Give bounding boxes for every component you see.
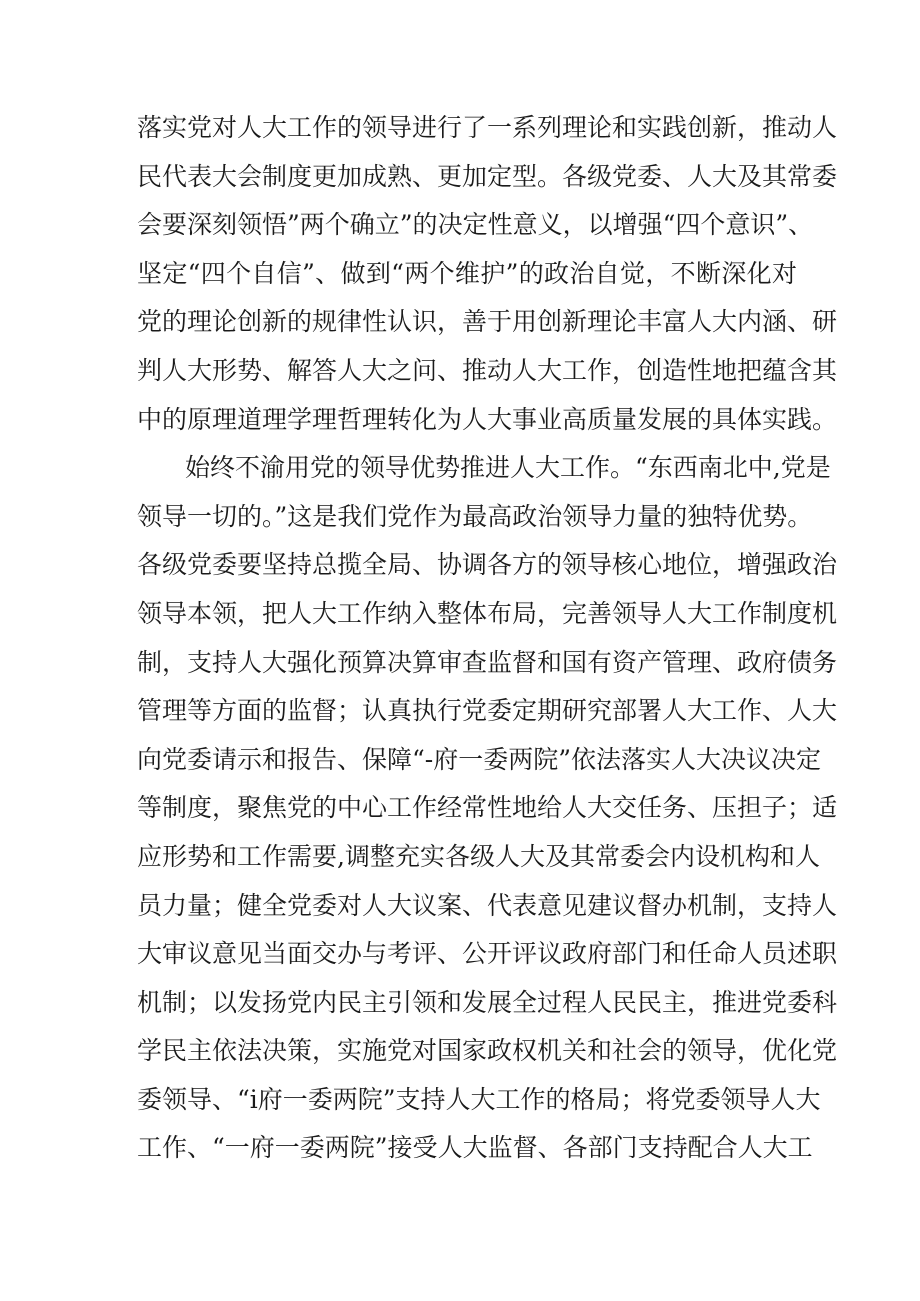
paragraph-line: 会要深刻领悟”两个确立”的决定性意义，以增强“四个意识”、: [137, 210, 814, 240]
paragraph-line: 判人大形势、解答人大之问、推动人大工作，创造性地把蕴含其: [137, 355, 838, 385]
paragraph-line: 各级党委要坚持总揽全局、协调各方的领导核心地位，增强政治: [137, 550, 838, 580]
paragraph-line: 坚定“四个自信”、做到“两个维护”的政治自觉，不断深化对: [137, 258, 797, 288]
paragraph-line: 大审议意见当面交办与考评、公开评议政府部门和任命人员述职: [137, 939, 838, 969]
paragraph-line: 等制度，聚焦党的中心工作经常性地给人大交任务、压担子；适: [137, 793, 838, 823]
paragraph-line: 学民主依法决策，实施党对国家政权机关和社会的领导，优化党: [137, 1036, 838, 1066]
paragraph-line: 领导本领，把人大工作纳入整体布局，完善领导人大工作制度机: [137, 598, 838, 628]
paragraph-first-line: 始终不渝用党的领导优势推进人大工作。“东西南北中,党是: [185, 453, 831, 483]
paragraph-line: 管理等方面的监督；认真执行党委定期研究部署人大工作、人大: [137, 696, 838, 726]
paragraph-line: 制，支持人大强化预算决算审查监督和国有资产管理、政府债务: [137, 647, 838, 677]
paragraph-line: 向党委请示和报告、保障“-府一委两院”依法落实人大决议决定: [137, 744, 822, 774]
paragraph-line: 应形势和工作需要,调整充实各级人大及其常委会内设机构和人: [137, 841, 820, 871]
paragraph-line: 中的原理道理学理哲理转化为人大事业高质量发展的具体实践。: [137, 404, 838, 434]
paragraph-line: 党的理论创新的规律性认识，善于用创新理论丰富人大内涵、研: [137, 307, 838, 337]
paragraph-line: 落实党对人大工作的领导进行了一系列理论和实践创新，推动人: [137, 113, 838, 142]
document-body: [137, 104, 838, 1173]
paragraph-line: 委领导、“i府一委两院”支持人大工作的格局；将党委领导人大: [137, 1084, 821, 1114]
paragraph-line: 领导一切的。”这是我们党作为最高政治领导力量的独特优势。: [137, 501, 813, 531]
paragraph-line: 工作、“一府一委两院”接受人大监督、各部门支持配合人大工: [137, 1133, 813, 1163]
paragraph-line: 民代表大会制度更加成熟、更加定型。各级党委、人大及其常委: [137, 161, 838, 191]
paragraph-line: 机制；以发扬党内民主引领和发展全过程人民民主，推进党委科: [137, 987, 838, 1017]
paragraph-line: 员力量；健全党委对人大议案、代表意见建议督办机制，支持人: [137, 890, 838, 920]
